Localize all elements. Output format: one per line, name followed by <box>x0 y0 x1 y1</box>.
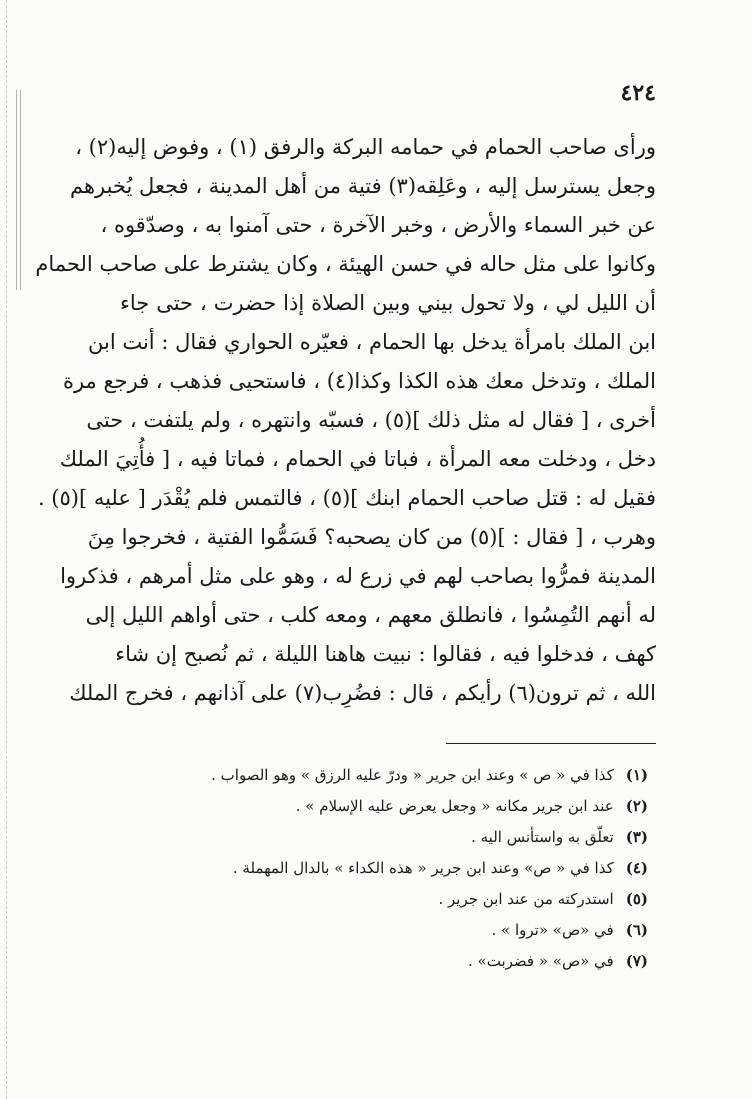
footnote-text: عند ابن جرير مكانه « وجعل يعرض عليه الإسلام » . <box>295 797 614 815</box>
footnote-number: (١) <box>625 766 648 784</box>
footnote-text: كذا في « ص» وعند ابن جرير « هذه الكداء » بالدال المهملة . <box>232 859 614 877</box>
text-line: المدينة فمرُّوا بصاحب لهم في زرع له ، وهو على مثل أمرهم ، فذكروا <box>60 564 656 588</box>
footnote-number: (٣) <box>625 828 648 846</box>
text-line: أخرى ، [ فقال له مثل ذلك ](٥) ، فسبّه وانتهره ، ولم يلتفت ، حتى <box>86 408 656 432</box>
footnote <box>120 853 648 884</box>
text-line: دخل ، ودخلت معه المرأة ، فباتا في الحمام ، فماتا فيه ، [ فأُتِيَ الملك <box>59 447 656 471</box>
text-line: الملك ، وتدخل معك هذه الكذا وكذا(٤) ، فاستحيى فذهب ، فرجع مرة <box>62 369 656 393</box>
footnote <box>120 822 648 853</box>
footnotes-list <box>120 760 656 977</box>
footnote-text: في «ص» «تروا » . <box>491 921 614 939</box>
book-page <box>35 78 656 1078</box>
scan-binding-mark <box>16 90 21 290</box>
footnote-number: (٢) <box>625 797 648 815</box>
footnote-number: (٧) <box>625 952 648 970</box>
footnote-number: (٦) <box>625 921 648 939</box>
footnote-text: استدركته من عند ابن جرير . <box>438 890 614 908</box>
text-line: ورأى صاحب الحمام في حمامه البركة والرفق (١) ، وفوض إليه(٢) ، <box>75 135 656 159</box>
text-line: عن خبر السماء والأرض ، وخبر الآخرة ، حتى آمنوا به ، وصدّقوه ، <box>100 213 656 237</box>
footnote-text: تعلّق به واستأنس اليه . <box>471 828 614 846</box>
footnote-separator <box>446 743 656 744</box>
footnote <box>120 791 648 822</box>
text-line: له أنهم التُمِسُوا ، فانطلق معهم ، ومعه كلب ، حتى أواهم الليل إلى <box>85 603 656 627</box>
page-number: ٤٢٤ <box>620 80 656 106</box>
text-line: وهرب ، [ فقال : ](٥) من كان يصحبه؟ فَسَمُّوا الفتية ، فخرجوا مِنَ <box>87 525 656 549</box>
body-text <box>35 128 656 713</box>
footnote <box>120 884 648 915</box>
footnote-text: في «ص» « فضربت» . <box>468 952 614 970</box>
text-line: كهف ، فدخلوا فيه ، فقالوا : نبيت هاهنا الليلة ، ثم نُصبح إن شاء <box>115 642 656 666</box>
text-line: أن الليل لي ، ولا تحول بيني وبين الصلاة إذا حضرت ، حتى جاء <box>120 291 656 315</box>
footnote <box>120 915 648 946</box>
footnote-number: (٤) <box>625 859 648 877</box>
footnote-text: كذا في « ص » وعند ابن جرير « ودرّ عليه الرزق » وهو الصواب . <box>211 766 614 784</box>
text-line: وكانوا على مثل حاله في حسن الهيئة ، وكان يشترط على صاحب الحمام <box>35 252 656 276</box>
text-line: الله ، ثم ترون(٦) رأيكم ، قال : فضُرِب(٧) على آذانهم ، فخرج الملك <box>69 681 656 705</box>
footnote <box>120 760 648 791</box>
footnote-number: (٥) <box>625 890 648 908</box>
footnote <box>120 946 648 977</box>
scan-edge-line <box>6 0 7 1099</box>
text-line: ابن الملك بامرأة يدخل بها الحمام ، فعيّره الحواري فقال : أنت ابن <box>88 330 656 354</box>
text-line: فقيل له : قتل صاحب الحمام ابنك ](٥) ، فالتمس فلم يُقْدَر [ عليه ](٥) . <box>37 486 656 510</box>
text-line: وجعل يسترسل إليه ، وعَلِقه(٣) فتية من أهل المدينة ، فجعل يُخبرهم <box>69 174 656 198</box>
